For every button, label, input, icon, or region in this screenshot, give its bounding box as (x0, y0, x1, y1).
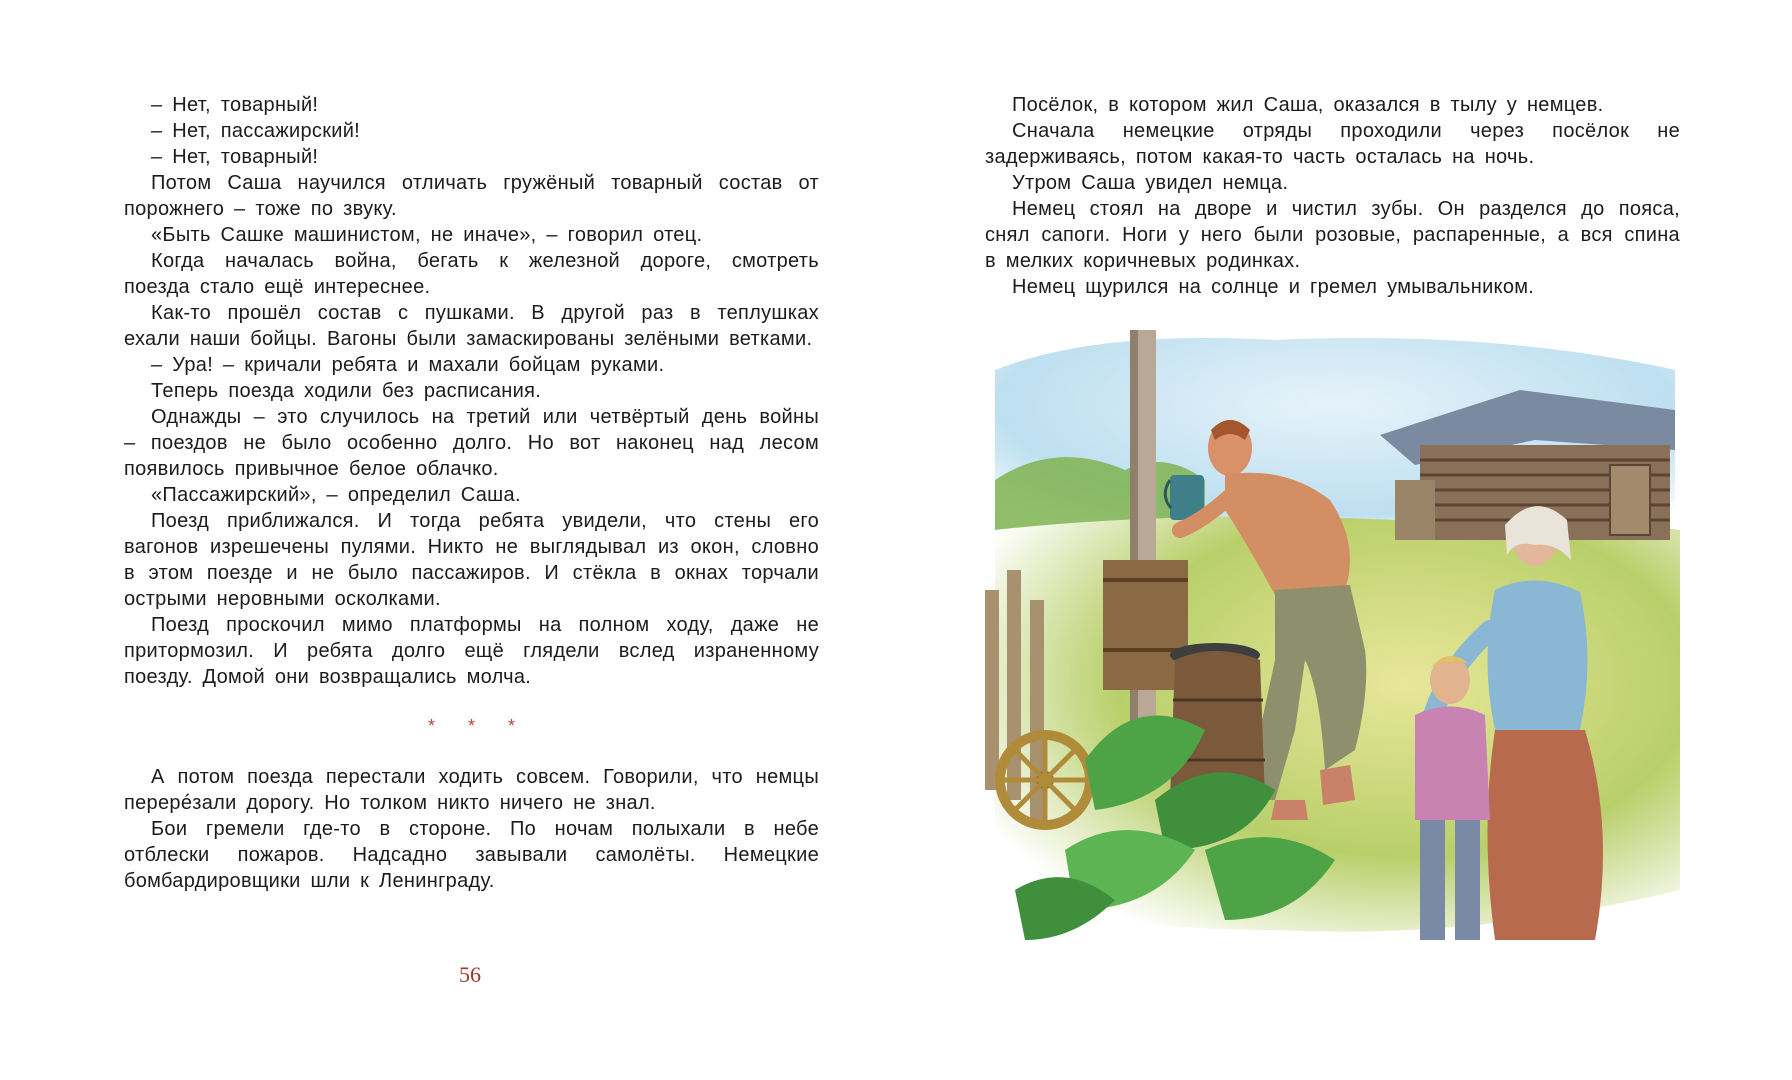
paragraph: – Нет, пассажирский! (151, 120, 361, 142)
paragraph: Как-то прошёл состав с пушками. В другой раз в теплушках ехали наши бойцы. Вагоны были замаскированы зелёными ветками. (124, 302, 819, 350)
paragraph: Немец щурился на солнце и гремел умывальником. (1012, 276, 1535, 298)
paragraph: – Ура! – кричали ребята и махали бойцам руками. (151, 354, 665, 376)
paragraph: Поезд проскочил мимо платформы на полном ходу, даже не притормозил. И ребята долго ещё глядели вслед израненному поезду. Домой они возвращались молча. (124, 614, 819, 688)
paragraph: Поезд приближался. И тогда ребята увидели, что стены его вагонов изрешечены пулями. Никто не выглядывал из окон, словно в этом поезде и не было пассажиров. И стёкла в окнах торчали острыми неровными осколками. (124, 510, 819, 610)
section-separator: * * * (427, 716, 530, 736)
right-page (985, 92, 1680, 300)
paragraph: А потом поезда перестали ходить совсем. Говорили, что немцы перерéзали дорогу. Но толком никто ничего не знал. (124, 766, 819, 814)
paragraph: Немец стоял на дворе и чистил зубы. Он разделся до пояса, снял сапоги. Ноги у него были розовые, распаренные, а вся спина в мелких коричневых родинках. (985, 198, 1680, 272)
paragraph: Однажды – это случилось на третий или четвёртый день войны – поездов не было особенно долго. Но вот наконец над лесом появилось привычное белое облачко. (124, 406, 819, 480)
paragraph: Бои гремели где-то в стороне. По ночам полыхали в небе отблески пожаров. Надсадно завывали самолёты. Немецкие бомбардировщики шли к Ленинграду. (124, 818, 819, 892)
paragraph: Утром Саша увидел немца. (1012, 172, 1289, 194)
cart-wheel (1000, 735, 1090, 825)
paragraph: – Нет, товарный! (151, 94, 319, 116)
paragraph: – Нет, товарный! (151, 146, 319, 168)
paragraph: Сначала немецкие отряды проходили через посёлок не задерживаясь, потом какая-то часть осталась на ночь. (985, 120, 1680, 168)
story-illustration (975, 330, 1690, 950)
paragraph: Посёлок, в котором жил Саша, оказался в тылу у немцев. (1012, 94, 1604, 116)
left-page (124, 92, 819, 894)
page-number: 56 (459, 962, 481, 987)
paragraph: «Пассажирский», – определил Саша. (151, 484, 521, 506)
paragraph: «Быть Сашке машинистом, не иначе», – говорил отец. (151, 224, 703, 246)
paragraph: Потом Саша научился отличать гружёный товарный состав от порожнего – тоже по звуку. (124, 172, 819, 220)
paragraph: Когда началась война, бегать к железной дороге, смотреть поезда стало ещё интереснее. (124, 250, 819, 298)
paragraph: Теперь поезда ходили без расписания. (151, 380, 542, 402)
